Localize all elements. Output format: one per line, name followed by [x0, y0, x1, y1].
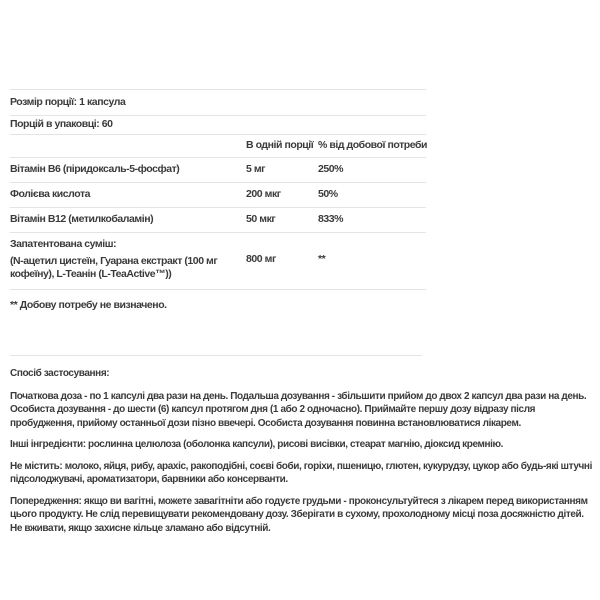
nutrient-amount: 5 мг	[246, 163, 266, 175]
serving-size-row	[10, 90, 426, 116]
section-divider	[10, 355, 422, 356]
nutrient-row-b6	[10, 158, 426, 183]
warning-paragraph: Попередження: якщо ви вагітні, можете завагітніти або годуєте грудьми - проконсультуйтеся з лікарем перед використанням цього продукту. Не слід перевищувати рекомендовану дозу. Зберігати в сухому, прохолодному місці поза досяжністю дітей. Не вживати, якщо захисне кільце зламано або відсутній.	[10, 495, 588, 534]
table-header-row	[10, 135, 426, 158]
free-of-paragraph: Не містить: молоко, яйця, рибу, арахіс, ракоподібні, соєві боби, горіхи, пшеницю, глютен, кукурудзу, цукор або будь-які штучні підсолоджувачі, ароматизатори, барвники або консерванти.	[10, 460, 592, 485]
directions-paragraph: Початкова доза - по 1 капсулі два рази на день. Подальша дозування - збільшити прийом до двох 2 капсул два рази на день. Особиста дозування - до шести (6) капсул протягом дня (1 або 2 одночасно). Приймайте першу дозу відразу після пробудження, прийому останньої дози пізно ввечері. Особиста дозування повинна встановлюватися лікарем.	[10, 390, 587, 429]
nutrient-dv: 833%	[318, 213, 344, 225]
blend-amount: 800 мг	[246, 253, 276, 265]
amount-column-header: В одній порції	[246, 139, 314, 151]
nutrient-name: Вітамін B12 (метилкобаламін)	[10, 213, 154, 225]
directions-heading: Спосіб застосування:	[10, 368, 110, 379]
other-ingredients-paragraph: Інші інгредієнти: рослинна целюлоза (оболонка капсули), рисові висівки, стеарат магнію, діоксид кремнію.	[10, 439, 504, 450]
blend-detail: (N-ацетил цистеїн, Гуарана екстракт (100 мг кофеїну), L-Теанін (L-TeaActive™))	[10, 255, 218, 280]
servings-per-container-text: Порцій в упаковці: 60	[10, 118, 113, 130]
nutrient-dv: 250%	[318, 163, 344, 175]
nutrient-amount: 50 мкг	[246, 213, 276, 225]
nutrient-name: Вітамін B6 (піридоксаль-5-фосфат)	[10, 163, 180, 175]
blend-title: Запатентована суміш:	[10, 238, 117, 250]
directions-section	[10, 367, 596, 535]
proprietary-blend-row	[10, 233, 426, 290]
blend-name-cell	[10, 238, 246, 281]
nutrient-name: Фолієва кислота	[10, 188, 91, 200]
supplement-facts-panel	[10, 89, 426, 290]
nutrient-dv: 50%	[318, 188, 338, 200]
dv-column-header: % від добової потреби	[318, 139, 428, 151]
nutrient-row-b12	[10, 208, 426, 233]
daily-value-footnote: ** Добову потребу не визначено.	[10, 299, 167, 311]
nutrient-row-folate	[10, 183, 426, 208]
blend-dv: **	[318, 253, 326, 265]
nutrient-column-spacer	[10, 139, 246, 152]
nutrient-amount: 200 мкг	[246, 188, 281, 200]
servings-per-container-row	[10, 116, 426, 135]
serving-size-text: Розмір порції: 1 капсула	[10, 96, 126, 108]
